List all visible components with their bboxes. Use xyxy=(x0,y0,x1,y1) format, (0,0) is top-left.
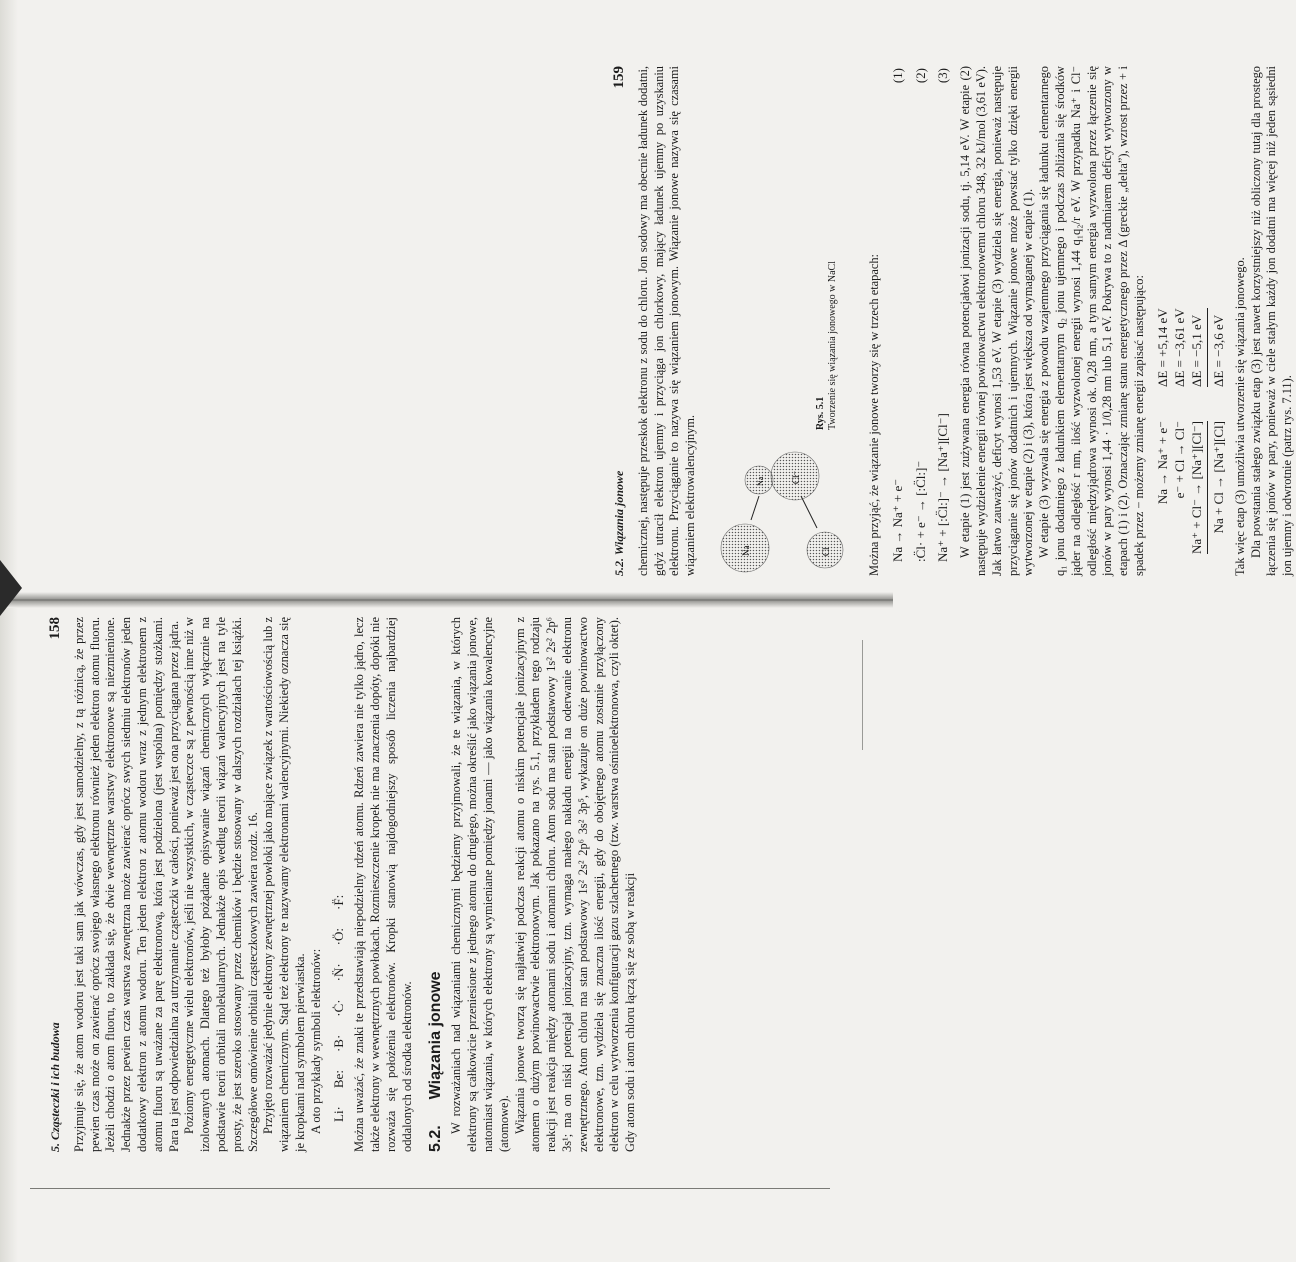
section-number: 5.2. xyxy=(426,1125,444,1152)
paragraph: Przyjęto rozważać jedynie elektrony zewnętrznej powłoki jako mające związek z wartościowością lub z wiązaniem chemicznym. Stąd też elektrony te nazywamy elektronami walencyjnymi. Niekiedy oznacza się je kropkami nad symbolem pierwiastka. xyxy=(261,617,307,1152)
scan-edge-shadow xyxy=(0,0,18,1262)
running-head: 5. Cząsteczki i ich budowa xyxy=(48,1022,62,1152)
reaction-step: e⁻ + Cl → Cl⁻ xyxy=(1171,421,1187,499)
equation-number: (1) xyxy=(889,68,905,84)
paragraph: Tak więc etap (3) umożliwia utworzenie się wiązania jonowego. xyxy=(1232,257,1247,576)
reaction-sum: Na + Cl → [Na⁺][Cl] xyxy=(1207,421,1227,554)
running-head: 5.2. Wiązania jonowe xyxy=(612,470,626,576)
label-na: Na xyxy=(740,545,751,556)
label-cl: Cl xyxy=(820,547,831,556)
paragraph: Można przyjąć, że wiązanie jonowe tworzy się w trzech etapach: xyxy=(866,254,881,576)
left-page-header xyxy=(48,617,64,1152)
right-page xyxy=(611,66,1295,576)
left-page xyxy=(47,617,638,1152)
paragraph: W etapie (3) wyzwala się energia z powodu wzajemnego przyciągania się ładunku elementarnego q₁ jonu dodatniego z ładunkiem elementarnym q₂ jonu ujemnego i podczas zbliżania się środków jąder na odległość r nm, ilość wyzwolonej energii wynosi 1,44 q₁q₂/r eV. W przypadku Na⁺ i Cl⁻ odległość międzyjądrowa wynosi ok. 0,28 nm, a tym samym energia wyzwolona przez łączenie się jonów w pary wynosi 1,44 · 1/0,28 nm lub 5,1 eV. Pokrywa to z nadmiarem deficyt wytworzony w etapach (1) i (2). Oznaczając zmianę stanu energetycznego przez Δ (greckie „delta”), wzrost przez + i spadek przez − możemy zmianę energii zapisać następująco: xyxy=(1037,66,1146,576)
equation-2 xyxy=(913,66,929,562)
energy-column xyxy=(1154,308,1227,387)
right-page-header xyxy=(612,66,628,576)
equation-number: (2) xyxy=(912,68,928,84)
energy-value: ΔE = −5,1 eV xyxy=(1188,314,1204,388)
nacl-ionic-bond-diagram xyxy=(707,446,857,576)
symbol-b: ·B· xyxy=(330,1034,346,1053)
reaction-step: Na⁺ + Cl⁻ → [Na⁺][Cl⁻] xyxy=(1188,421,1204,554)
symbol-o: ·Ö: xyxy=(330,927,346,946)
paragraph: Dla powstania stałego związku etap (3) jest nawet korzystniejszy niż obliczony tutaj dla prostego łączenia się jonów w pary, ponieważ w ciele stałym każdy jon dodatni ma więcej niż jeden sąsiedni jon ujemny i odwrotnie (patrz rys. 7.11). xyxy=(1248,66,1295,576)
symbol-n: ·N̈· xyxy=(330,963,346,982)
section-title: Wiązania jonowe xyxy=(426,971,444,1100)
figure-caption xyxy=(707,261,839,430)
symbol-f: ·F̈: xyxy=(330,894,346,910)
paragraph: W etapie (1) jest zużywana energia równa potencjałowi jonizacji sodu, tj. 5,14 eV. W etapie (2) następuje wydzielenie energii równej powinowactwu elektronowemu chloru 348, 32 kJ/mol (3,61 eV). Jak łatwo zauważyć, deficyt wynosi 1,53 eV. W etapie (3) wydziela się energia, ponieważ następuje przyciąganie się jonów dodatnich i ujemnych. Wiązanie jonowe może powstać tylko dzięki energii wytworzonej w etapie (2) i (3), która jest większa od wymaganej w etapie (1). xyxy=(958,66,1036,576)
scan-right-mark xyxy=(862,640,863,750)
symbol-be: Be: xyxy=(330,1070,346,1089)
energy-value: ΔE = +5,14 eV xyxy=(1154,308,1170,388)
paragraph: W rozważaniach nad wiązaniami chemicznymi będziemy przyjmowali, że te wiązania, w których elektrony są całkowicie przeniesione z jednego atomu do drugiego, można określić jako wiązania jonowe, natomiast wiązania, w których elektrony są wymieniane pomiędzy jonami — jako wiązania kowalencyjne (atomowe). xyxy=(449,617,511,1152)
arrow-line xyxy=(751,496,759,520)
paragraph: chemicznej, następuje przeskok elektronu z sodu do chloru. Jon sodowy ma obecnie ładunek dodatni, gdyż utracił elektron ujemny i przyciąga jon chlorkowy, mający ładunek ujemny po uzyskaniu elektronu. Przyciąganie to nazywa się wiązaniem jonowym. Wiązanie jonowe nazywa się czasami wiązaniem elektrowalencyjnym. xyxy=(635,66,698,576)
label-na-ion: Na xyxy=(755,476,765,486)
reaction-step: Na → Na⁺ + e⁻ xyxy=(1154,421,1170,505)
label-cl-ion: Cl⁻ xyxy=(790,470,801,484)
section-heading xyxy=(428,617,444,1152)
figure-5-1 xyxy=(707,66,857,576)
scan-bottom-line xyxy=(30,1188,830,1189)
page-number: 158 xyxy=(47,617,63,640)
paragraph: Wiązania jonowe tworzą się najłatwiej podczas reakcji atomu o niskim potencjale jonizacyjnym z atomem o dużym powinowactwie elektronowym. Jak pokazano na rys. 5.1, przykładem tego rodzaju reakcji jest reakcja między atomami sodu i atomami chloru. Atom sodu ma stan podstawowy 1s² 2s² 2p⁶ 3s¹; ma on niski potencjał jonizacyjny, tzn. wymaga małego nakładu energii na oderwanie elektronu zewnętrznego. Atom chloru ma stan podstawowy 1s² 2s² 2p⁶ 3s² 3p⁵, wykazuje on duże powinowactwo elektronowe, tzn. wydziela się znaczna ilość energii, gdy do obojętnego atomu zostanie przyłączony elektron w celu wytworzenia konfiguracji gazu szlachetnego (tzw. warstwa ośmioelektronowa, czyli oktet). Gdy atom sodu i atom chloru łączą się ze sobą w reakcji xyxy=(512,617,638,1152)
caption-number: Rys. 5.1 xyxy=(814,396,826,430)
equation-text: Na⁺ + [:C̈l:]⁻ → [Na⁺][Cl⁻] xyxy=(935,413,951,562)
paragraph: A oto przykłady symboli elektronów: xyxy=(308,948,323,1134)
arrow-line xyxy=(801,496,817,528)
paragraph: Przyjmuje się, że atom wodoru jest taki sam jak wówczas, gdy jest samodzielny, z tą różnicą, że przez pewien czas może on zawierać oprócz swojego własnego elektronu również jeden elektron atomu fluoru. Jeżeli chodzi o atom fluoru, to zakłada się, że dwie wewnętrzne warstwy elektronowe są niezmienione. Jednakże przez pewien czas warstwa zewnętrzna może zawierać oprócz swych siedmiu elektronów jeden dodatkowy elektron z atomu wodoru. Ten jeden elektron z atomu wodoru wraz z jednym elektronem z atomu fluoru są uważane za parę elektronową, która jest podzielona (jest wspólna) pomiędzy stożkami. Para ta jest odpowiedzialna za utrzymanie cząsteczki w całości, ponieważ jest ona przyciągana przez jądra. xyxy=(71,617,181,1152)
equation-3 xyxy=(935,66,951,562)
book-spine-crease xyxy=(0,592,893,608)
symbol-li: Li· xyxy=(330,1106,346,1122)
energy-sum: ΔE = −3,6 eV xyxy=(1207,308,1227,387)
spine-shadow-wedge xyxy=(0,560,22,616)
symbol-c: ·Ċ· xyxy=(330,999,346,1017)
equation-number: (3) xyxy=(935,68,951,84)
energy-balance xyxy=(1154,66,1227,554)
reaction-column xyxy=(1154,421,1227,554)
paragraph: Można uważać, że znaki te przedstawiają niepodzielny rdzeń atomu. Rdzeń zawiera nie tylko jądro, lecz także elektrony w wewnętrznych powłokach. Rozmieszczenie kropek nie ma znaczenia dopóty, dopóki nie rozważa się położenia elektronów. Kropki stanowią najdogodniejszy sposób liczenia najbardziej oddalonych od środka elektronów. xyxy=(352,617,414,1152)
page-number: 159 xyxy=(611,66,627,89)
equation-text: :C̈l· + e⁻ → [:C̈l:]⁻ xyxy=(912,460,928,562)
equation-1 xyxy=(890,66,906,562)
paragraph: Poziomy energetyczne wielu elektronów, jeśli nie wszystkich, w cząsteczce są z pewnością inne niż w izolowanych atomach. Dlatego też byłoby pożądane opisywanie wiązań chemicznych wyłącznie na podstawie teorii orbitali molekularnych. Jednakże opis według teorii wiązań walencyjnych jest na tyle prosty, że jest szeroko stosowany przez chemików i będzie stosowany w dalszych rozdziałach tej książki. Szczegółowe omówienie orbitali cząsteczkowych zawiera rozdz. 16. xyxy=(182,617,260,1152)
caption-text: Tworzenie się wiązania jonowego w NaCl xyxy=(826,261,838,430)
equation-text: Na → Na⁺ + e⁻ xyxy=(889,478,905,562)
electron-dot-symbols xyxy=(331,617,347,1122)
energy-value: ΔE = −3,61 eV xyxy=(1171,308,1187,388)
